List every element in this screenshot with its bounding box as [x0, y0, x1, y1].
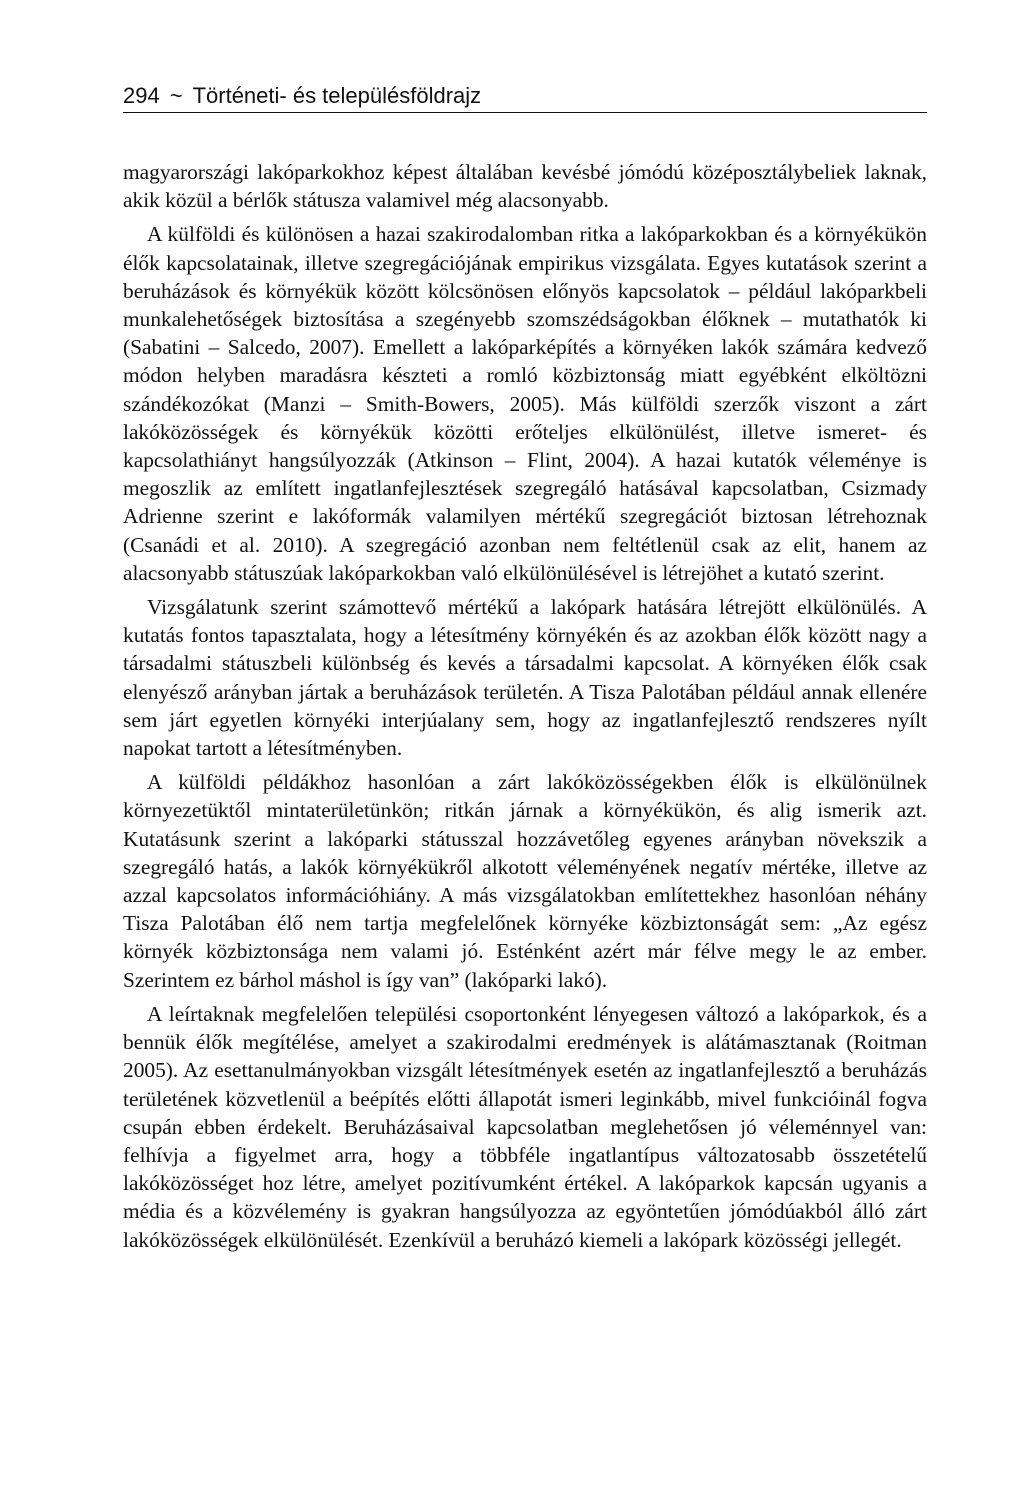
paragraph: A külföldi példákhoz hasonlóan a zárt lakóközösségekben élők is elkülönülnek környezetüktől mintaterületünkön; ritkán járnak a környékükön, és alig ismerik azt. Kutatásunk szerint a lakóparki státusszal hozzávetőleg egyenes arányban növekszik a szegregáló hatás, a lakók környékükről alkotott véleményének negatív mértéke, illetve az azzal kapcsolatos információhiány. A más vizsgálatokban említettekhez hasonlóan néhány Tisza Palotában élő nem tartja megfelelőnek környéke közbiztonságát sem: „Az egész környék közbiztonsága nem valami jó. Esténként azért már félve megy le az ember. Szerintem ez bárhol máshol is így van” (lakóparki lakó). [123, 770, 927, 992]
paragraph: A külföldi és különösen a hazai szakirodalomban ritka a lakóparkokban és a környékükön élők kapcsolatainak, illetve szegregációjának empirikus vizsgálata. Egyes kutatások szerint a beruházások és környékük között kölcsönösen előnyös kapcsolatok – például lakóparkbeli munkalehetőségek biztosítása a szegényebb szomszédságokban élőknek – mutathatók ki (Sabatini – Salcedo, 2007). Emellett a lakóparképítés a környéken lakók számára kedvező módon helyben maradásra készteti a romló közbiztonság miatt egyébként elköltözni szándékozókat (Manzi – Smith-Bowers, 2005). Más külföldi szerzők viszont a zárt lakóközösségek és környékük közötti erőteljes elkülönülést, illetve ismeret- és kapcsolathiányt hangsúlyozzák (Atkinson – Flint, 2004). A hazai kutatók véleménye is megoszlik az említett ingatlanfejlesztések szegregáló hatásával kapcsolatban, Csizmady Adrienne szerint e lakóformák valamilyen mértékű szegregációt biztosan létrehoznak (Csanádi et al. 2010). A szegregáció azonban nem feltétlenül csak az elit, hanem az alacsonyabb státuszúak lakóparkokban való elkülönülésével is létrejöhet a kutató szerint. [123, 222, 927, 585]
header-rule [123, 112, 927, 113]
paragraph: A leírtaknak megfelelően települési csoportonként lényegesen változó a lakóparkok, és a bennük élők megítélése, amelyet a szakirodalmi eredmények is alátámasztanak (Roitman 2005). Az esettanulmányokban vizsgált létesítmények esetén az ingatlanfejlesztő a beruházás területének közvetlenül a beépítés előtti állapotát ismeri leginkább, mivel funkcióinál fogva csupán ebben érdekelt. Beruházásaival kapcsolatban meglehetősen jó véleménnyel van: felhívja a figyelmet arra, hogy a többféle ingatlantípus változatosabb összetételű lakóközösséget hoz létre, amelyet pozitívumként értékel. A lakóparkok kapcsán ugyanis a média és a közvélemény is gyakran hangsúlyozza az egyöntetűen jómódúakból álló zárt lakóközösségek elkülönülését. Ezenkívül a beruházó kiemeli a lakópark közösségi jellegét. [123, 1001, 927, 1252]
paragraph: Vizsgálatunk szerint számottevő mértékű a lakópark hatására létrejött elkülönülés. A kutatás fontos tapasztalata, hogy a létesítmény környékén és az azokban élők között nagy a társadalmi státuszbeli különbség és kevés a társadalmi kapcsolat. A környéken élők csak elenyésző arányban jártak a beruházások területén. A Tisza Palotában például annak ellenére sem járt egyetlen környéki interjúalany sem, hogy az ingatlanfejlesztő rendszeres nyílt napokat tartott a létesítményben. [123, 595, 927, 761]
body-text [123, 158, 927, 1260]
paragraph-continued: magyarországi lakóparkokhoz képest általában kevésbé jómódú középosztálybeliek laknak, akik közül a bérlők státusza valamivel még alacsonyabb. [123, 160, 927, 213]
header-separator: ~ [169, 83, 183, 108]
running-title: Történeti- és településföldrajz [192, 83, 482, 108]
running-header [123, 82, 927, 110]
page-number: 294 [123, 83, 160, 108]
